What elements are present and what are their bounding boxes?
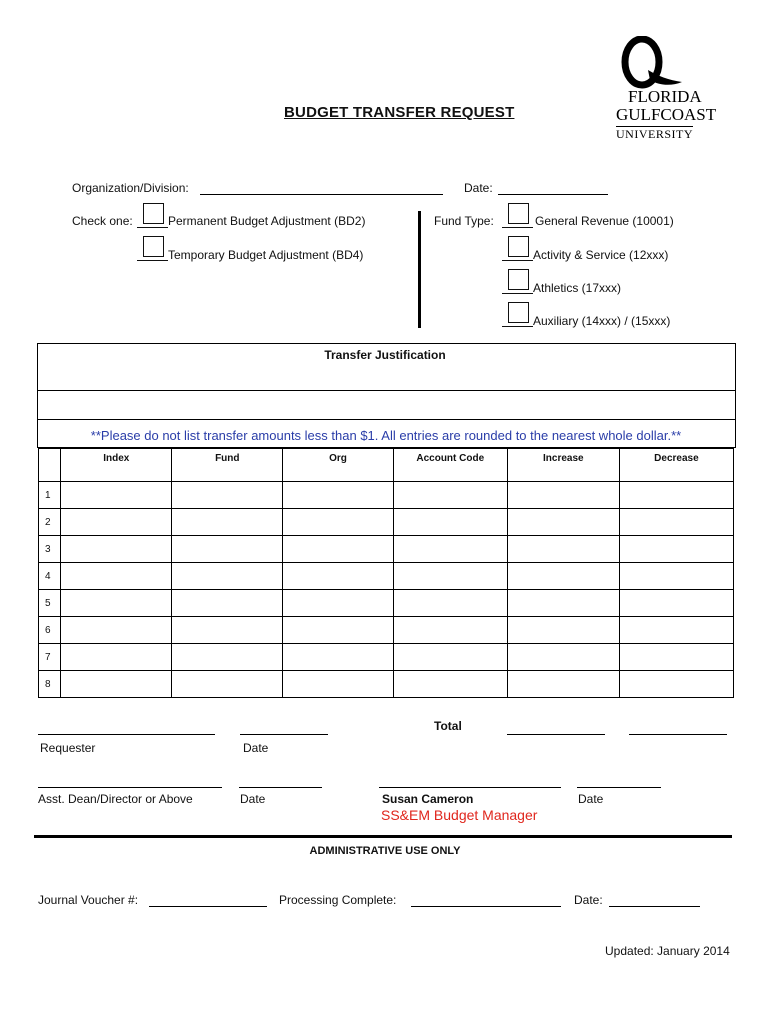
general-revenue-underline (502, 227, 533, 228)
row-number: 3 (39, 536, 61, 563)
org-cell[interactable] (283, 590, 393, 617)
table-row (39, 617, 734, 644)
decrease-cell[interactable] (619, 536, 733, 563)
increase-cell[interactable] (507, 563, 619, 590)
increase-cell[interactable] (507, 536, 619, 563)
header-rownum-cell (39, 449, 61, 482)
date-label: Date: (464, 181, 493, 195)
account-code-cell[interactable] (393, 563, 507, 590)
manager-date-label: Date (578, 792, 604, 806)
rounding-note: **Please do not list transfer amounts less than $1. All entries are rounded to the nearest whole dollar.** (90, 428, 682, 443)
row-number: 8 (39, 671, 61, 698)
header-index: Index (61, 449, 172, 482)
fund-type-label: Fund Type: (434, 214, 494, 228)
permanent-option-label: Permanent Budget Adjustment (BD2) (168, 214, 366, 228)
justification-input[interactable] (38, 390, 734, 418)
fund-cell[interactable] (172, 644, 283, 671)
admin-date-label: Date: (574, 893, 603, 907)
decrease-cell[interactable] (619, 617, 733, 644)
org-cell[interactable] (283, 644, 393, 671)
athletics-label: Athletics (17xxx) (533, 281, 622, 295)
index-cell[interactable] (61, 536, 172, 563)
requester-signature-line[interactable] (38, 720, 215, 735)
transfer-table (38, 448, 734, 698)
fund-cell[interactable] (172, 671, 283, 698)
table-header-row (39, 449, 734, 482)
increase-cell[interactable] (507, 509, 619, 536)
activity-service-checkbox[interactable] (508, 236, 529, 257)
temporary-checkbox[interactable] (143, 236, 164, 257)
auxiliary-label: Auxiliary (14xxx) / (15xxx) (533, 314, 671, 328)
updated-date: Updated: January 2014 (605, 944, 730, 958)
decrease-cell[interactable] (619, 563, 733, 590)
fund-cell[interactable] (172, 509, 283, 536)
requester-label: Requester (40, 741, 96, 755)
decrease-cell[interactable] (619, 509, 733, 536)
fund-cell[interactable] (172, 563, 283, 590)
general-revenue-label: General Revenue (10001) (535, 214, 674, 228)
index-cell[interactable] (61, 482, 172, 509)
org-field[interactable] (200, 180, 443, 195)
check-one-label: Check one: (72, 214, 133, 228)
logo-line-3: UNIVERSITY (616, 127, 693, 141)
table-row (39, 644, 734, 671)
index-cell[interactable] (61, 644, 172, 671)
general-revenue-checkbox[interactable] (508, 203, 529, 224)
logo-line-2: GULFCOAST (616, 105, 717, 124)
header-org: Org (283, 449, 393, 482)
decrease-cell[interactable] (619, 671, 733, 698)
fund-cell[interactable] (172, 536, 283, 563)
account-code-cell[interactable] (393, 671, 507, 698)
total-label: Total (434, 719, 462, 733)
form-title: BUDGET TRANSFER REQUEST (284, 104, 515, 121)
athletics-checkbox[interactable] (508, 269, 529, 290)
table-row (39, 671, 734, 698)
row-number: 5 (39, 590, 61, 617)
dean-signature-line[interactable] (38, 773, 222, 788)
org-cell[interactable] (283, 482, 393, 509)
manager-signature-line[interactable] (379, 773, 561, 788)
fund-cell[interactable] (172, 617, 283, 644)
justification-divider-2 (38, 419, 735, 420)
header-fund: Fund (172, 449, 283, 482)
total-increase-line[interactable] (507, 720, 605, 735)
section-divider (418, 211, 421, 328)
logo-line-1: FLORIDA (628, 87, 702, 106)
admin-title: ADMINISTRATIVE USE ONLY (309, 845, 461, 857)
fund-cell[interactable] (172, 482, 283, 509)
increase-cell[interactable] (507, 590, 619, 617)
manager-date-line[interactable] (577, 773, 661, 788)
header-decrease: Decrease (619, 449, 733, 482)
increase-cell[interactable] (507, 671, 619, 698)
activity-service-label: Activity & Service (12xxx) (533, 248, 669, 262)
table-row (39, 563, 734, 590)
org-cell[interactable] (283, 563, 393, 590)
account-code-cell[interactable] (393, 509, 507, 536)
index-cell[interactable] (61, 617, 172, 644)
increase-cell[interactable] (507, 617, 619, 644)
processing-complete-label: Processing Complete: (279, 893, 397, 907)
admin-divider (34, 835, 732, 838)
table-row (39, 509, 734, 536)
dean-date-line[interactable] (239, 773, 322, 788)
table-row (39, 536, 734, 563)
decrease-cell[interactable] (619, 482, 733, 509)
index-cell[interactable] (61, 563, 172, 590)
dean-date-label: Date (240, 792, 266, 806)
date-field[interactable] (498, 180, 608, 195)
total-decrease-line[interactable] (629, 720, 727, 735)
org-cell[interactable] (283, 671, 393, 698)
increase-cell[interactable] (507, 644, 619, 671)
row-number: 7 (39, 644, 61, 671)
auxiliary-checkbox[interactable] (508, 302, 529, 323)
index-cell[interactable] (61, 509, 172, 536)
account-code-cell[interactable] (393, 644, 507, 671)
row-number: 1 (39, 482, 61, 509)
org-cell[interactable] (283, 617, 393, 644)
manager-name: Susan Cameron (382, 792, 474, 806)
journal-voucher-label: Journal Voucher #: (38, 893, 139, 907)
journal-voucher-field[interactable] (149, 892, 267, 907)
account-code-cell[interactable] (393, 536, 507, 563)
decrease-cell[interactable] (619, 590, 733, 617)
requester-date-line[interactable] (240, 720, 328, 735)
fund-cell[interactable] (172, 590, 283, 617)
account-code-cell[interactable] (393, 590, 507, 617)
permanent-checkbox-underline (137, 227, 168, 228)
manager-title: SS&EM Budget Manager (381, 807, 538, 823)
account-code-cell[interactable] (393, 617, 507, 644)
justification-title: Transfer Justification (324, 348, 446, 362)
requester-date-label: Date (243, 741, 269, 755)
index-cell[interactable] (61, 590, 172, 617)
index-cell[interactable] (61, 671, 172, 698)
temporary-checkbox-underline (137, 260, 168, 261)
header-increase: Increase (507, 449, 619, 482)
processing-complete-field[interactable] (411, 892, 561, 907)
dean-label: Asst. Dean/Director or Above (38, 792, 193, 806)
increase-cell[interactable] (507, 482, 619, 509)
permanent-checkbox[interactable] (143, 203, 164, 224)
row-number: 4 (39, 563, 61, 590)
account-code-cell[interactable] (393, 482, 507, 509)
decrease-cell[interactable] (619, 644, 733, 671)
org-cell[interactable] (283, 509, 393, 536)
org-cell[interactable] (283, 536, 393, 563)
row-number: 6 (39, 617, 61, 644)
org-label: Organization/Division: (72, 181, 189, 195)
activity-service-underline (502, 260, 533, 261)
athletics-underline (502, 293, 533, 294)
fgcu-logo (612, 36, 722, 148)
table-row (39, 482, 734, 509)
auxiliary-underline (502, 326, 533, 327)
row-number: 2 (39, 509, 61, 536)
admin-date-field[interactable] (609, 892, 700, 907)
temporary-option-label: Temporary Budget Adjustment (BD4) (168, 248, 364, 262)
header-account-code: Account Code (393, 449, 507, 482)
table-row (39, 590, 734, 617)
